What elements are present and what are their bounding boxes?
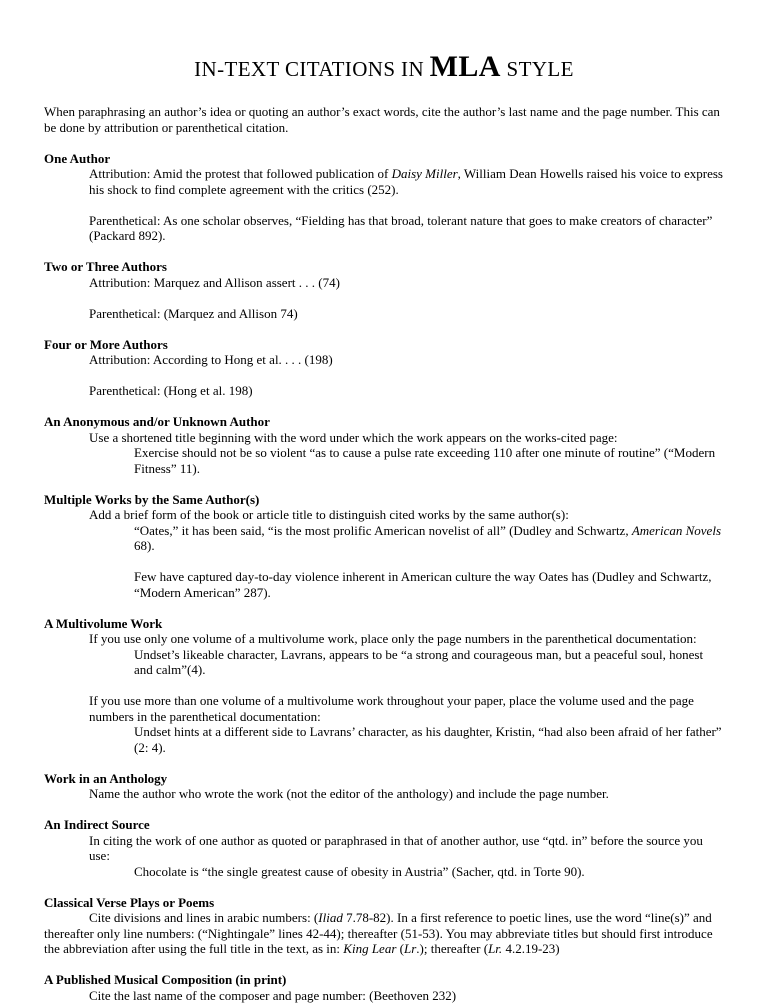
text: Cite the last name of the composer and page number: (Beethoven 232) <box>89 988 456 1003</box>
paragraph <box>89 507 724 523</box>
text: Parenthetical: (Marquez and Allison 74) <box>89 306 298 321</box>
text: If you use more than one volume of a multivolume work throughout your paper, place the volume used and the page numbers in the parenthetical documentation: <box>89 693 694 724</box>
section-heading: Two or Three Authors <box>44 259 724 275</box>
section-heading: An Indirect Source <box>44 817 724 833</box>
section <box>44 337 724 399</box>
text: Attribution: Marquez and Allison assert . . . (74) <box>89 275 340 290</box>
paragraph <box>89 988 724 1003</box>
section-heading: A Multivolume Work <box>44 616 724 632</box>
paragraph <box>134 569 724 600</box>
text: Undset hints at a different side to Lavrans’ character, as his daughter, Kristin, “had also been afraid of her father” (2: 4). <box>134 724 722 755</box>
text: Exercise should not be so violent “as to cause a pulse rate exceeding 110 after one minute of routine” (“Modern Fitness” 11). <box>134 445 715 476</box>
section <box>44 414 724 476</box>
section-heading: One Author <box>44 151 724 167</box>
section-heading: Work in an Anthology <box>44 771 724 787</box>
section <box>44 895 724 957</box>
italic-text: Iliad <box>318 910 343 925</box>
text: Attribution: According to Hong et al. . . . (198) <box>89 352 333 367</box>
text: Chocolate is “the single greatest cause of obesity in Austria” (Sacher, qtd. in Torte 90). <box>134 864 585 879</box>
paragraph <box>89 430 724 446</box>
text: , William Dean Howells raised his voice to express his shock to find complete agreement with the critics (252). <box>89 166 723 197</box>
section <box>44 259 724 321</box>
paragraph <box>134 864 724 880</box>
section-heading: Four or More Authors <box>44 337 724 353</box>
paragraph <box>89 383 724 399</box>
sections-container <box>44 151 724 1003</box>
italic-text: Lr <box>404 941 416 956</box>
section <box>44 972 724 1003</box>
section <box>44 817 724 879</box>
section-heading: Classical Verse Plays or Poems <box>44 895 724 911</box>
title-mla: MLA <box>430 50 501 83</box>
text: Attribution: Amid the protest that followed publication of <box>89 166 392 181</box>
text: “Oates,” it has been said, “is the most prolific American novelist of all” (Dudley and Schwartz, <box>134 523 632 538</box>
paragraph <box>134 724 724 755</box>
section <box>44 151 724 244</box>
text: If you use only one volume of a multivolume work, place only the page numbers in the parenthetical documentation: <box>89 631 697 646</box>
text: ( <box>396 941 404 956</box>
paragraph <box>44 910 724 957</box>
italic-text: American Novels <box>632 523 721 538</box>
paragraph <box>89 631 724 647</box>
section <box>44 771 724 802</box>
text: .); thereafter ( <box>416 941 488 956</box>
text: 68). <box>134 538 155 553</box>
section-heading: Multiple Works by the Same Author(s) <box>44 492 724 508</box>
italic-text: Lr. <box>488 941 502 956</box>
text: Undset’s likeable character, Lavrans, appears to be “a strong and courageous man, but a peaceful soul, honest and calm”(4). <box>134 647 703 678</box>
paragraph <box>134 523 724 554</box>
paragraph <box>89 786 724 802</box>
section-heading: A Published Musical Composition (in print) <box>44 972 724 988</box>
text: In citing the work of one author as quoted or paraphrased in that of another author, use “qtd. in” before the source you use: <box>89 833 703 864</box>
title-text-post: STYLE <box>501 57 574 81</box>
text: Parenthetical: As one scholar observes, “Fielding has that broad, tolerant nature that goes to make creators of character” (Packard 892). <box>89 213 712 244</box>
paragraph <box>134 445 724 476</box>
italic-text: Daisy Miller <box>392 166 458 181</box>
text: 7.78-82). In a first reference to poetic lines, use the word “line(s)” and thereafter only line numbers: (“Nightingale” lines 42-44); thereafter (51-53). You may abbreviate titles but should first introduce the abbreviation after using the full title in the text, as in: <box>44 910 713 956</box>
paragraph <box>89 306 724 322</box>
text: 4.2.19-23) <box>502 941 559 956</box>
title-text-pre: IN-TEXT CITATIONS IN <box>194 57 430 81</box>
section <box>44 492 724 601</box>
paragraph <box>134 647 724 678</box>
text: Parenthetical: (Hong et al. 198) <box>89 383 253 398</box>
document-title <box>44 50 724 84</box>
paragraph <box>89 213 724 244</box>
paragraph <box>89 352 724 368</box>
text: Add a brief form of the book or article title to distinguish cited works by the same author(s): <box>89 507 569 522</box>
paragraph <box>89 275 724 291</box>
text: Use a shortened title beginning with the word under which the work appears on the works-cited page: <box>89 430 618 445</box>
section <box>44 616 724 756</box>
paragraph <box>89 833 724 864</box>
paragraph <box>89 166 724 197</box>
intro-paragraph: When paraphrasing an author’s idea or quoting an author’s exact words, cite the author’s last name and the page number. This can be done by attribution or parenthetical citation. <box>44 104 724 135</box>
text: Name the author who wrote the work (not the editor of the anthology) and include the page number. <box>89 786 609 801</box>
italic-text: King Lear <box>343 941 396 956</box>
text: Few have captured day-to-day violence inherent in American culture the way Oates has (Dudley and Schwartz, “Modern American” 287). <box>134 569 712 600</box>
text: Cite divisions and lines in arabic numbers: ( <box>89 910 318 925</box>
paragraph <box>89 693 724 724</box>
section-heading: An Anonymous and/or Unknown Author <box>44 414 724 430</box>
